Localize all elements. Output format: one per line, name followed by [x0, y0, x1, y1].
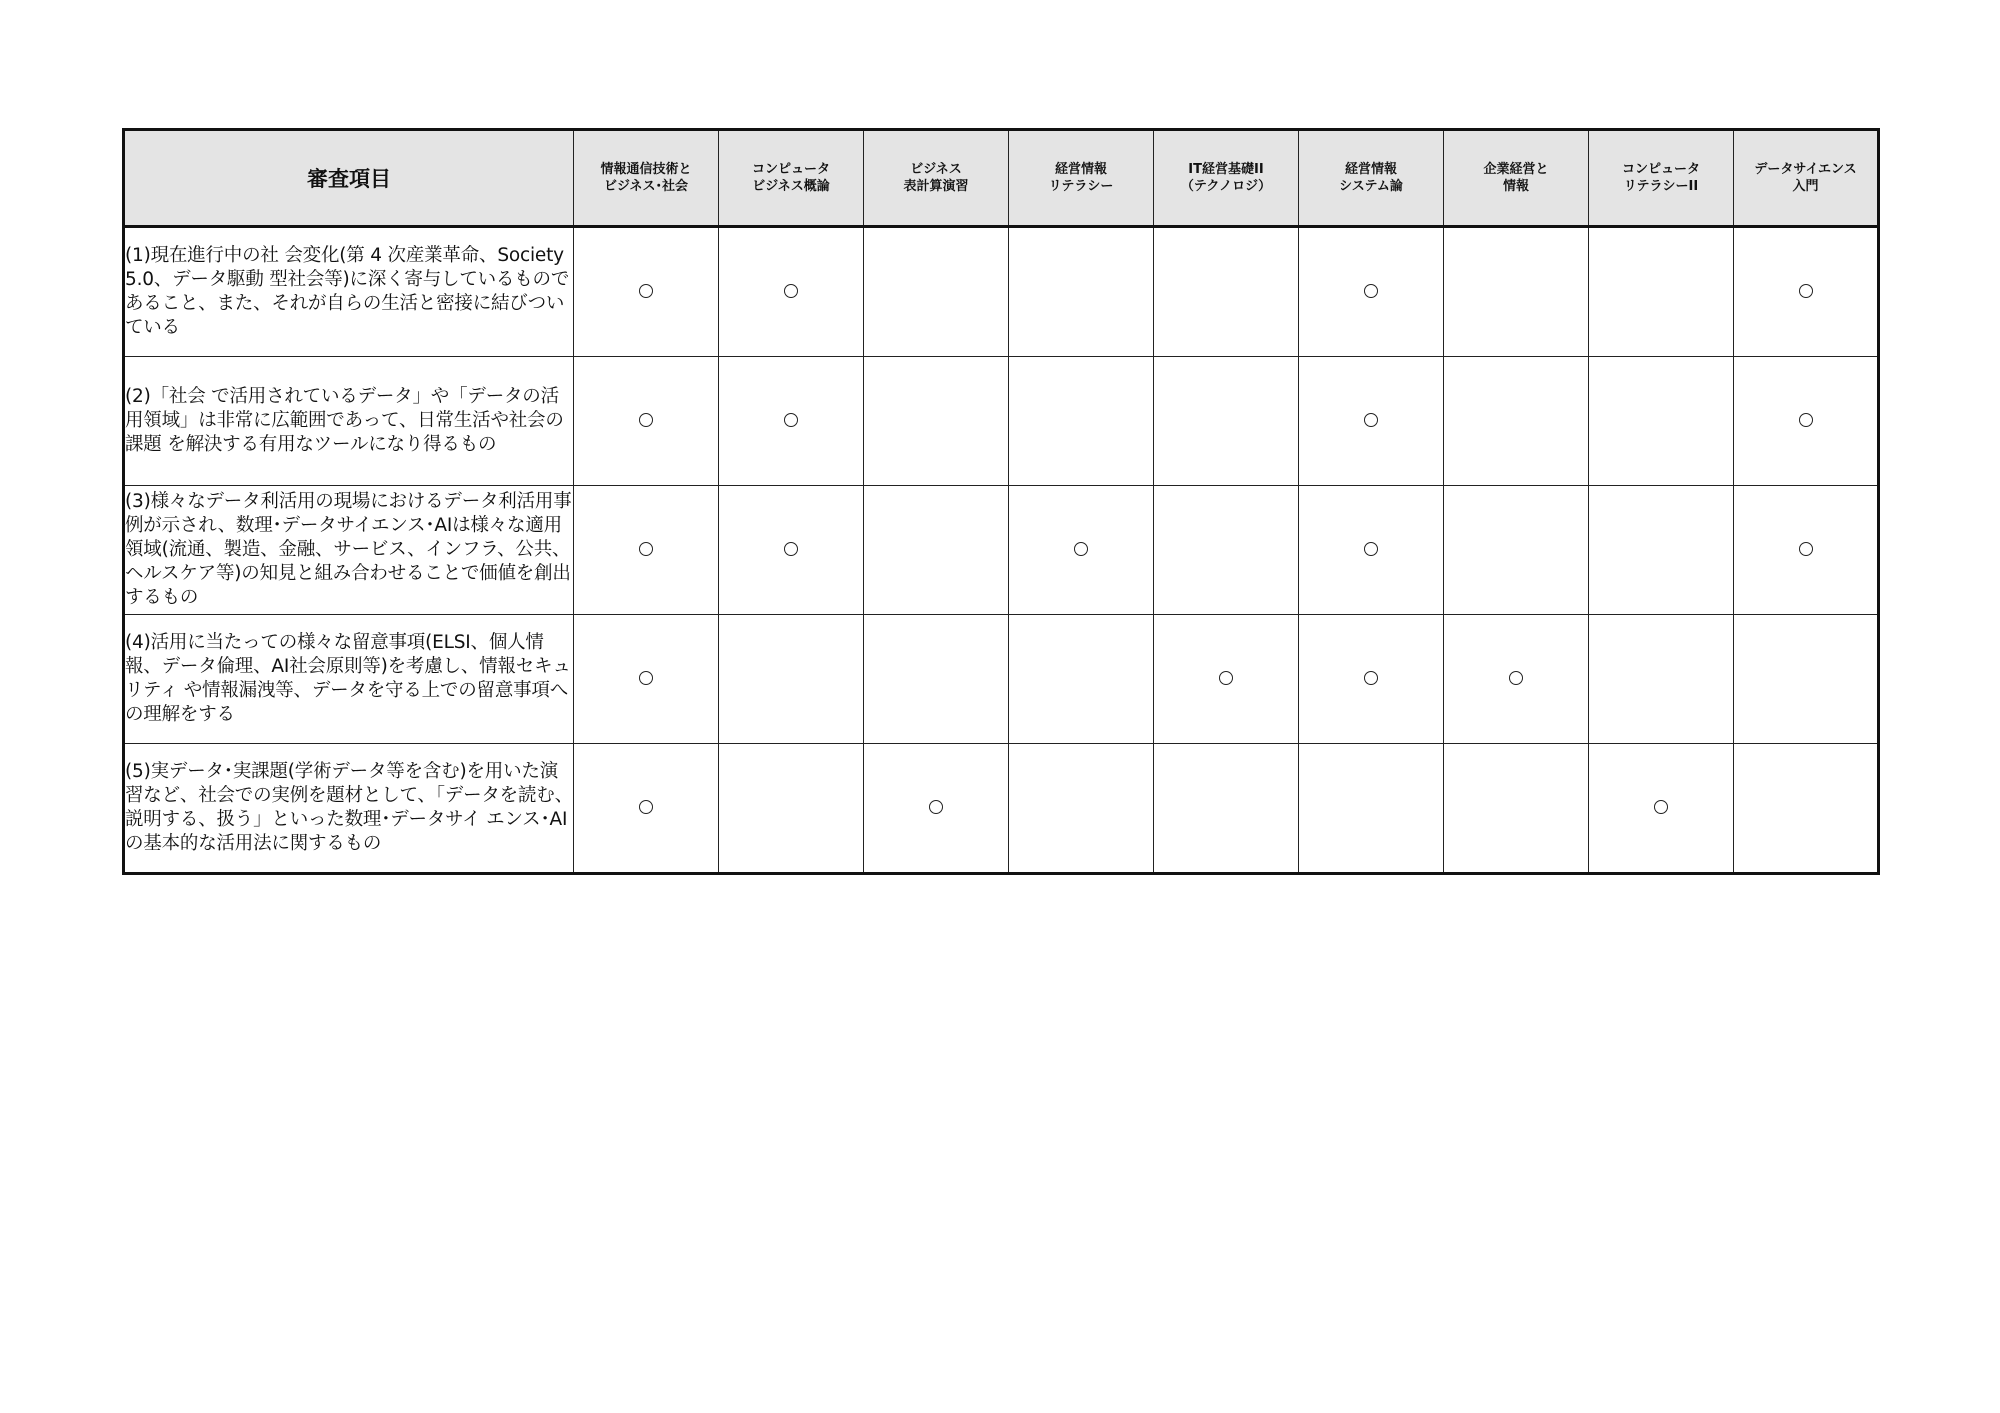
header-course	[1734, 130, 1879, 227]
header-course	[864, 130, 1009, 227]
circle-mark-icon	[784, 284, 798, 298]
circle-mark-icon	[1364, 671, 1378, 685]
mark-cell	[1009, 227, 1154, 357]
mark-cell	[1589, 227, 1734, 357]
mark-cell	[1444, 486, 1589, 615]
mark-cell	[1734, 615, 1879, 744]
mark-cell	[1154, 357, 1299, 486]
course-name-line1: 経営情報	[1344, 162, 1397, 177]
mark-cell	[1154, 744, 1299, 874]
course-name-line2: 入門	[1792, 179, 1819, 194]
mark-cell	[1444, 357, 1589, 486]
mark-cell	[574, 744, 719, 874]
criterion-text: (3)様々なデータ利活用の現場におけるデータ利活用事例が示され、数理･データサイエンス･AIは様々な適用領域(流通、製造、金融、サービス、インフラ、公共、ヘルスケア等)の知見と組み合わせることで価値を創出するもの	[124, 486, 574, 615]
table-row	[124, 486, 1879, 615]
header-course	[1299, 130, 1444, 227]
course-name-line1: ビジネス	[910, 162, 962, 177]
header-row	[124, 130, 1879, 227]
mark-cell	[1444, 227, 1589, 357]
course-name-line1: 経営情報	[1054, 162, 1107, 177]
circle-mark-icon	[784, 413, 798, 427]
mark-cell	[864, 357, 1009, 486]
mark-cell	[1444, 615, 1589, 744]
circle-mark-icon	[1364, 413, 1378, 427]
criterion-text: (4)活用に当たっての様々な留意事項(ELSI、個人情報、データ倫理、AI社会原則等)を考慮し、情報セキュリティ や情報漏洩等、データを守る上での留意事項への理解をする	[124, 615, 574, 744]
mark-cell	[719, 744, 864, 874]
criterion-text: (5)実データ･実課題(学術データ等を含む)を用いた演習など、社会での実例を題材として、「データを読む、説明する、扱う」といった数理･データサイ エンス･AIの基本的な活用法に関するもの	[124, 744, 574, 874]
mark-cell	[1154, 486, 1299, 615]
circle-mark-icon	[639, 542, 653, 556]
table-row	[124, 357, 1879, 486]
circle-mark-icon	[1799, 413, 1813, 427]
circle-mark-icon	[1799, 284, 1813, 298]
course-name-line2: システム論	[1339, 179, 1403, 194]
mark-cell	[864, 227, 1009, 357]
mark-cell	[864, 615, 1009, 744]
header-course	[1589, 130, 1734, 227]
mark-cell	[1009, 615, 1154, 744]
circle-mark-icon	[1509, 671, 1523, 685]
header-course	[1444, 130, 1589, 227]
mark-cell	[1444, 744, 1589, 874]
mark-cell	[574, 227, 719, 357]
course-name-line2: リテラシーII	[1623, 179, 1699, 194]
mark-cell	[1009, 486, 1154, 615]
mark-cell	[574, 357, 719, 486]
mark-cell	[719, 357, 864, 486]
mark-cell	[1299, 227, 1444, 357]
mark-cell	[1299, 615, 1444, 744]
course-name-line2: ビジネス概論	[752, 179, 830, 194]
mark-cell	[1734, 486, 1879, 615]
mark-cell	[719, 486, 864, 615]
mark-cell	[1589, 486, 1734, 615]
header-course	[1154, 130, 1299, 227]
mark-cell	[574, 615, 719, 744]
mark-cell	[864, 744, 1009, 874]
mark-cell	[1009, 744, 1154, 874]
mark-cell	[1299, 486, 1444, 615]
review-table	[122, 128, 1880, 875]
header-course	[1009, 130, 1154, 227]
circle-mark-icon	[784, 542, 798, 556]
circle-mark-icon	[1799, 542, 1813, 556]
header-course	[719, 130, 864, 227]
course-name-line1: コンピュータ	[1621, 162, 1700, 177]
criterion-text: (1)現在進行中の社 会変化(第 4 次産業革命、Society 5.0、データ駆動 型社会等)に深く寄与しているものであること、また、それが自らの生活と密接に結びついている	[124, 227, 574, 357]
circle-mark-icon	[929, 800, 943, 814]
mark-cell	[574, 486, 719, 615]
mark-cell	[1734, 227, 1879, 357]
circle-mark-icon	[639, 800, 653, 814]
circle-mark-icon	[1219, 671, 1233, 685]
mark-cell	[1734, 357, 1879, 486]
course-name-line1: 情報通信技術と	[600, 162, 692, 177]
circle-mark-icon	[639, 284, 653, 298]
circle-mark-icon	[1364, 542, 1378, 556]
course-name-line1: コンピュータ	[751, 162, 830, 177]
review-sheet	[122, 128, 1880, 875]
mark-cell	[1154, 227, 1299, 357]
mark-cell	[1154, 615, 1299, 744]
header-course	[574, 130, 719, 227]
criterion-text: (2)「社会 で活用されているデータ」や「データの活用領域」は非常に広範囲であって、日常生活や社会の課題 を解決する有用なツールになり得るもの	[124, 357, 574, 486]
mark-cell	[1299, 744, 1444, 874]
mark-cell	[1009, 357, 1154, 486]
header-review-item: 審査項目	[124, 130, 574, 227]
review-body	[124, 227, 1879, 874]
course-name-line1: 企業経営と	[1483, 162, 1549, 177]
course-name-line1: データサイエンス	[1754, 162, 1857, 177]
circle-mark-icon	[1364, 284, 1378, 298]
circle-mark-icon	[639, 413, 653, 427]
table-row	[124, 744, 1879, 874]
circle-mark-icon	[1654, 800, 1668, 814]
circle-mark-icon	[639, 671, 653, 685]
mark-cell	[719, 227, 864, 357]
mark-cell	[1589, 744, 1734, 874]
course-name-line2: リテラシー	[1048, 179, 1114, 194]
mark-cell	[719, 615, 864, 744]
mark-cell	[1299, 357, 1444, 486]
mark-cell	[864, 486, 1009, 615]
course-name-line2: 表計算演習	[903, 179, 969, 194]
mark-cell	[1734, 744, 1879, 874]
course-name-line1: IT経営基礎II	[1188, 162, 1264, 177]
course-name-line2: 情報	[1502, 179, 1529, 194]
course-name-line2: （テクノロジ）	[1180, 179, 1272, 194]
course-name-line2: ビジネス･社会	[603, 179, 689, 194]
table-row	[124, 227, 1879, 357]
circle-mark-icon	[1074, 542, 1088, 556]
mark-cell	[1589, 615, 1734, 744]
mark-cell	[1589, 357, 1734, 486]
table-row	[124, 615, 1879, 744]
